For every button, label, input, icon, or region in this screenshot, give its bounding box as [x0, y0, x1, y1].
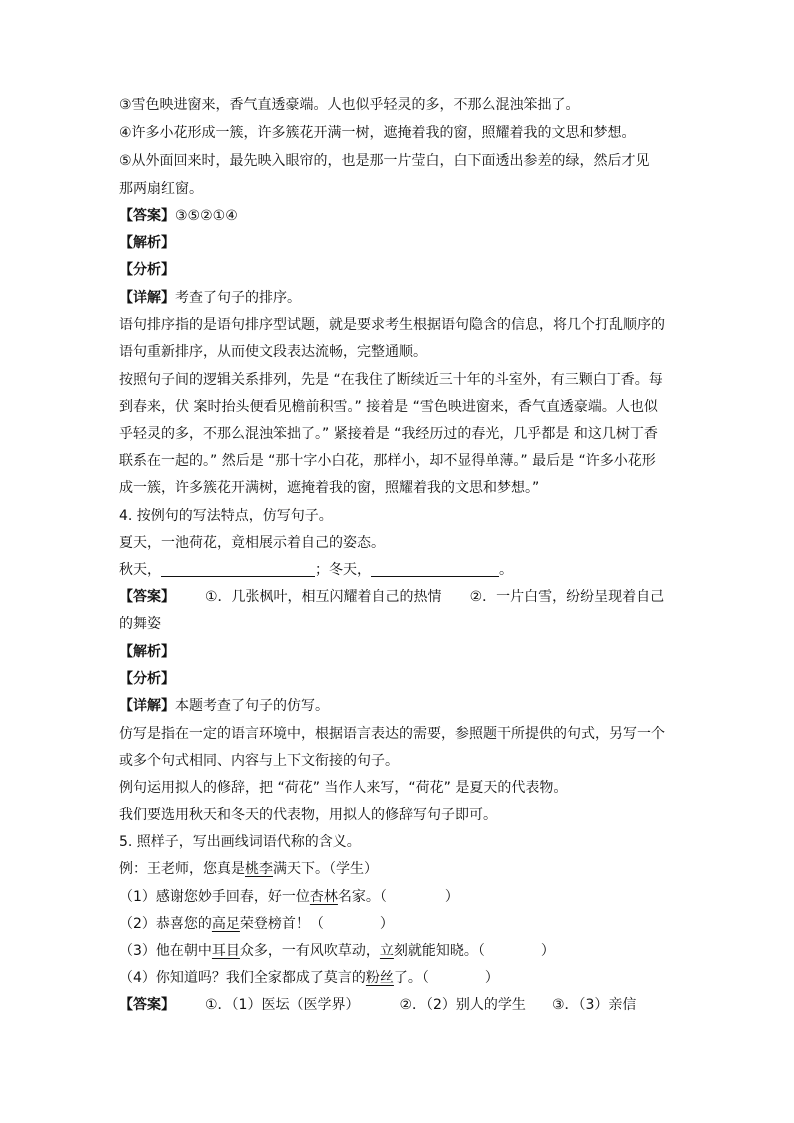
paragraph-line: 例句运用拟人的修辞，把 “荷花” 当作人来写，“荷花” 是夏天的代表物。	[119, 780, 568, 796]
period: 。	[499, 562, 513, 578]
detail-text: 考查了句子的排序。	[175, 290, 301, 306]
answer-line	[119, 207, 699, 225]
detail-text: 本题考查了句子的仿写。	[175, 698, 329, 714]
answer-1: ①．（1）医坛（医学界）	[205, 997, 360, 1013]
question-4: 4. 按例句的写法特点，仿写句子。	[119, 508, 333, 524]
paragraph-line: 联系在一起的。” 然后是 “那十字小白花，那样小，却不显得单薄。” 最后是 “许多小花形	[119, 453, 656, 469]
text: 荣登榜首！（	[239, 916, 324, 932]
paragraph-line: 到春来，伏 案时抬头便看见檐前积雪。” 接着是 “雪色映进窗来，香气直透豪端。人也似	[119, 399, 658, 415]
underlined-word: 高足	[211, 916, 240, 932]
text: ）	[379, 916, 394, 932]
text: （1）感谢您妙手回春，好一位	[119, 889, 310, 905]
paragraph-line: 按照句子间的逻辑关系排列，先是 “在我住了断续近三十年的斗室外，有三颗白丁香。每	[119, 372, 663, 388]
paragraph-line: 仿写是指在一定的语言环境中，根据语言表达的需要，参照题干所提供的句式，另写一个	[119, 726, 665, 742]
text: 了。（	[393, 970, 429, 986]
item-2	[119, 915, 699, 933]
text: 刻就能知晓。（	[393, 943, 485, 959]
detail-label: 【详解】	[119, 290, 175, 306]
underlined-word: 粉丝	[365, 970, 394, 986]
option-5-cont: 那两扇红窗。	[119, 181, 203, 197]
example-sentence: 夏天，一池荷花，竟相展示着自己的姿态。	[119, 535, 385, 551]
answer-cont: 的舞姿	[119, 616, 161, 632]
text: （4）你知道吗？我们全家都成了莫言的	[119, 970, 366, 986]
text: ）	[484, 970, 499, 986]
paragraph-line: 成一簇，许多簇花开满树，遮掩着我的窗，照耀着我的文思和梦想。”	[119, 480, 540, 496]
option-3: ③雪色映进窗来，香气直透豪端。人也似乎轻灵的多，不那么混浊笨拙了。	[119, 97, 580, 113]
underlined-word: 立	[379, 943, 394, 959]
answer-2: ②．一片白雪，纷纷呈现着自己	[469, 589, 665, 605]
paragraph-line: 乎轻灵的多，不那么混浊笨拙了。” 紧接着是 “我经历过的春光，几乎都是 和这几树丁香	[119, 426, 658, 442]
detail-line	[119, 289, 699, 307]
item-4	[119, 969, 699, 987]
example-line	[119, 860, 699, 878]
paragraph-line: 语句重新排序，从而使文段表达流畅，完整通顺。	[119, 344, 427, 360]
detail-label: 【详解】	[119, 698, 175, 714]
answer-label: 【答案】	[119, 589, 175, 605]
answer-3: ③．（3）亲信	[551, 997, 637, 1013]
text: （2）恭喜您的	[119, 916, 212, 932]
underlined-word: 杏林	[309, 889, 338, 905]
analysis-label: 【解析】	[119, 235, 175, 251]
paragraph-line: 或多个句式相同、内容与上下文衔接的句子。	[119, 753, 399, 769]
fenxi-label: 【分析】	[119, 671, 175, 687]
text: （3）他在朝中	[119, 943, 212, 959]
paragraph-line: 语句排序指的是语句排序型试题，就是要求考生根据语句隐含的信息，将几个打乱顺序的	[119, 317, 665, 333]
answer-label: 【答案】	[119, 208, 175, 224]
text: 名家。（	[337, 889, 387, 905]
question-5: 5. 照样子，写出画线词语代称的含义。	[119, 834, 361, 850]
paragraph-line: 我们要选用秋天和冬天的代表物，用拟人的修辞写句子即可。	[119, 807, 497, 823]
detail-line	[119, 697, 699, 715]
winter-blank[interactable]	[371, 562, 499, 577]
fill-line	[119, 561, 699, 579]
text: 例：王老师，您真是	[119, 861, 245, 877]
answer-2: ②．（2）别人的学生	[399, 997, 526, 1013]
answer-1: ①．几张枫叶，相互闪耀着自己的热情	[205, 589, 442, 605]
text: 满天下。（学生）	[273, 861, 378, 877]
analysis-label: 【解析】	[119, 644, 175, 660]
item-3	[119, 942, 699, 960]
text: 众多，一有风吹草动，	[239, 943, 380, 959]
answer-line	[119, 996, 699, 1014]
answer-line	[119, 588, 699, 606]
underlined-word: 桃李	[245, 861, 273, 877]
underlined-word: 耳目	[211, 943, 240, 959]
answer-text: ③⑤②①④	[175, 208, 238, 224]
winter-label: ；冬天，	[315, 562, 371, 578]
fenxi-label: 【分析】	[119, 262, 175, 278]
autumn-blank[interactable]	[161, 562, 315, 577]
item-1	[119, 888, 699, 906]
answer-label: 【答案】	[119, 997, 175, 1013]
text: ）	[540, 943, 555, 959]
autumn-label: 秋天，	[119, 562, 161, 578]
option-4: ④许多小花形成一簇，许多簇花开满一树，遮掩着我的窗，照耀着我的文思和梦想。	[119, 125, 636, 141]
text: ）	[444, 889, 459, 905]
option-5: ⑤从外面回来时，最先映入眼帘的，也是那一片莹白，白下面透出参差的绿，然后才见	[119, 153, 650, 169]
